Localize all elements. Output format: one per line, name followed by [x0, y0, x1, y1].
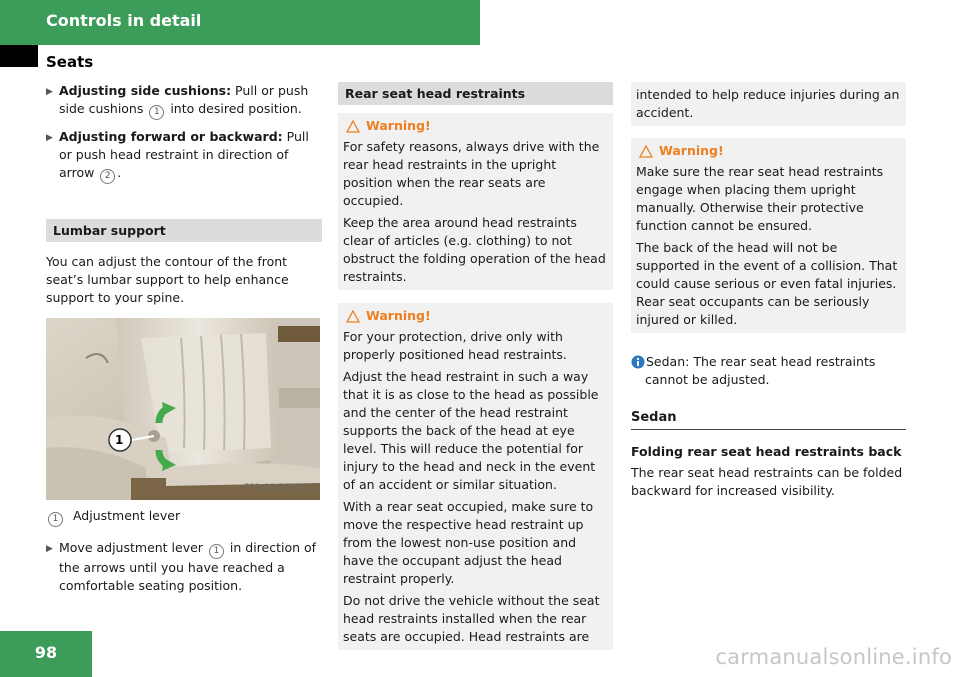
- triangle-bullet-icon: ▶: [46, 544, 53, 554]
- callout-number: 1: [149, 105, 164, 120]
- triangle-bullet-icon: ▶: [46, 133, 53, 143]
- column-left: [46, 82, 322, 603]
- warning-title: Warning!: [366, 308, 431, 323]
- warning-text: The back of the head will not be supported in the event of a collision. That could cause serious or even fatal injuries. Rear seat occupants can be seriously injured or killed.: [636, 240, 898, 327]
- bullet-text: Pull or push head restraint in direction of arrow: [59, 129, 309, 180]
- footer-bar: [0, 631, 92, 677]
- warning-continuation: [631, 82, 906, 126]
- warning-title: Warning!: [659, 143, 724, 158]
- bullet-text: Pull or push side cushions: [59, 83, 309, 116]
- warning-text: Keep the area around head restraints clear of articles (e.g. clothing) to not obstruct the folding operation of the head restraints.: [343, 215, 606, 284]
- column-right: [631, 82, 906, 500]
- warning-text: Adjust the head restraint in such a way that it is as close to the head as possible and the center of the head restraint supports the back of the head at eye level. This will reduce the potential for injury to the head and neck in the event of an accident or similar situation.: [343, 369, 599, 492]
- warning-box-3: [631, 138, 906, 333]
- bullet-move-lever: [46, 539, 322, 595]
- bullet-text: Move adjustment lever: [59, 540, 207, 555]
- chapter-title: Controls in detail: [46, 11, 202, 30]
- bullet-forward-backward: [46, 128, 322, 184]
- warning-text: intended to help reduce injuries during an accident.: [636, 87, 900, 120]
- callout-number: 1: [48, 512, 63, 527]
- column-middle: [338, 82, 613, 650]
- warning-box-2: [338, 303, 613, 650]
- warning-triangle-icon: [346, 120, 360, 133]
- bullet-side-cushions: [46, 82, 322, 120]
- bullet-text: .: [117, 165, 122, 180]
- warning-header: [343, 117, 608, 135]
- seat-illustration: [46, 318, 320, 500]
- bullet-label: Adjusting side cushions:: [59, 83, 232, 98]
- sedan-heading: Sedan: [631, 409, 906, 430]
- watermark: carmanualsonline.info: [715, 645, 952, 669]
- bullet-label: Adjusting forward or backward:: [59, 129, 283, 144]
- header-tab: [0, 45, 38, 67]
- info-note: [631, 353, 906, 389]
- legend-line: [46, 507, 322, 527]
- info-text-content: Sedan: The rear seat head restraints cannot be adjusted.: [645, 354, 876, 387]
- warning-header: [636, 142, 901, 160]
- fold-heading: Folding rear seat head restraints back: [631, 444, 902, 459]
- bullet-text: into desired position.: [166, 101, 302, 116]
- warning-text: Make sure the rear seat head restraints engage when placing them upright manually. Otherwise their protective function cannot be ensured.: [636, 164, 884, 233]
- legend-text: Adjustment lever: [72, 508, 181, 523]
- fold-text: The rear seat head restraints can be folded backward for increased visibility.: [631, 465, 903, 498]
- warning-header: [343, 307, 608, 325]
- warning-triangle-icon: [346, 310, 360, 323]
- page-number: 98: [34, 643, 58, 662]
- section-title: Seats: [46, 53, 94, 71]
- lumbar-text: You can adjust the contour of the front seat’s lumbar support to help enhance support to your spine.: [46, 254, 289, 305]
- seat-photo: [46, 318, 320, 500]
- info-text: [645, 353, 903, 389]
- info-icon: [631, 355, 645, 369]
- rear-restraints-heading: Rear seat head restraints: [338, 82, 613, 105]
- warning-title: Warning!: [366, 118, 431, 133]
- warning-text: For your protection, drive only with properly positioned head restraints.: [343, 329, 567, 362]
- warning-box-1: [338, 113, 613, 290]
- warning-triangle-icon: [639, 145, 653, 158]
- warning-text: For safety reasons, always drive with the rear head restraints in the upright position when the rear seats are occupied.: [343, 139, 600, 208]
- warning-text: With a rear seat occupied, make sure to move the respective head restraint up from the lowest non-use position and have the occupant adjust the head restraint properly.: [343, 499, 594, 586]
- warning-text: Do not drive the vehicle without the seat head restraints installed when the rear seats are occupied. Head restraints are: [343, 593, 600, 644]
- callout-number: 1: [209, 544, 224, 559]
- image-caption: P91.10-2953-31: [243, 483, 316, 493]
- bullet-text: in direction of the arrows until you have reached a comfortable seating position.: [59, 540, 317, 593]
- triangle-bullet-icon: ▶: [46, 87, 53, 97]
- lumbar-heading: Lumbar support: [46, 219, 322, 242]
- image-callout: 1: [115, 433, 124, 447]
- callout-number: 2: [100, 169, 115, 184]
